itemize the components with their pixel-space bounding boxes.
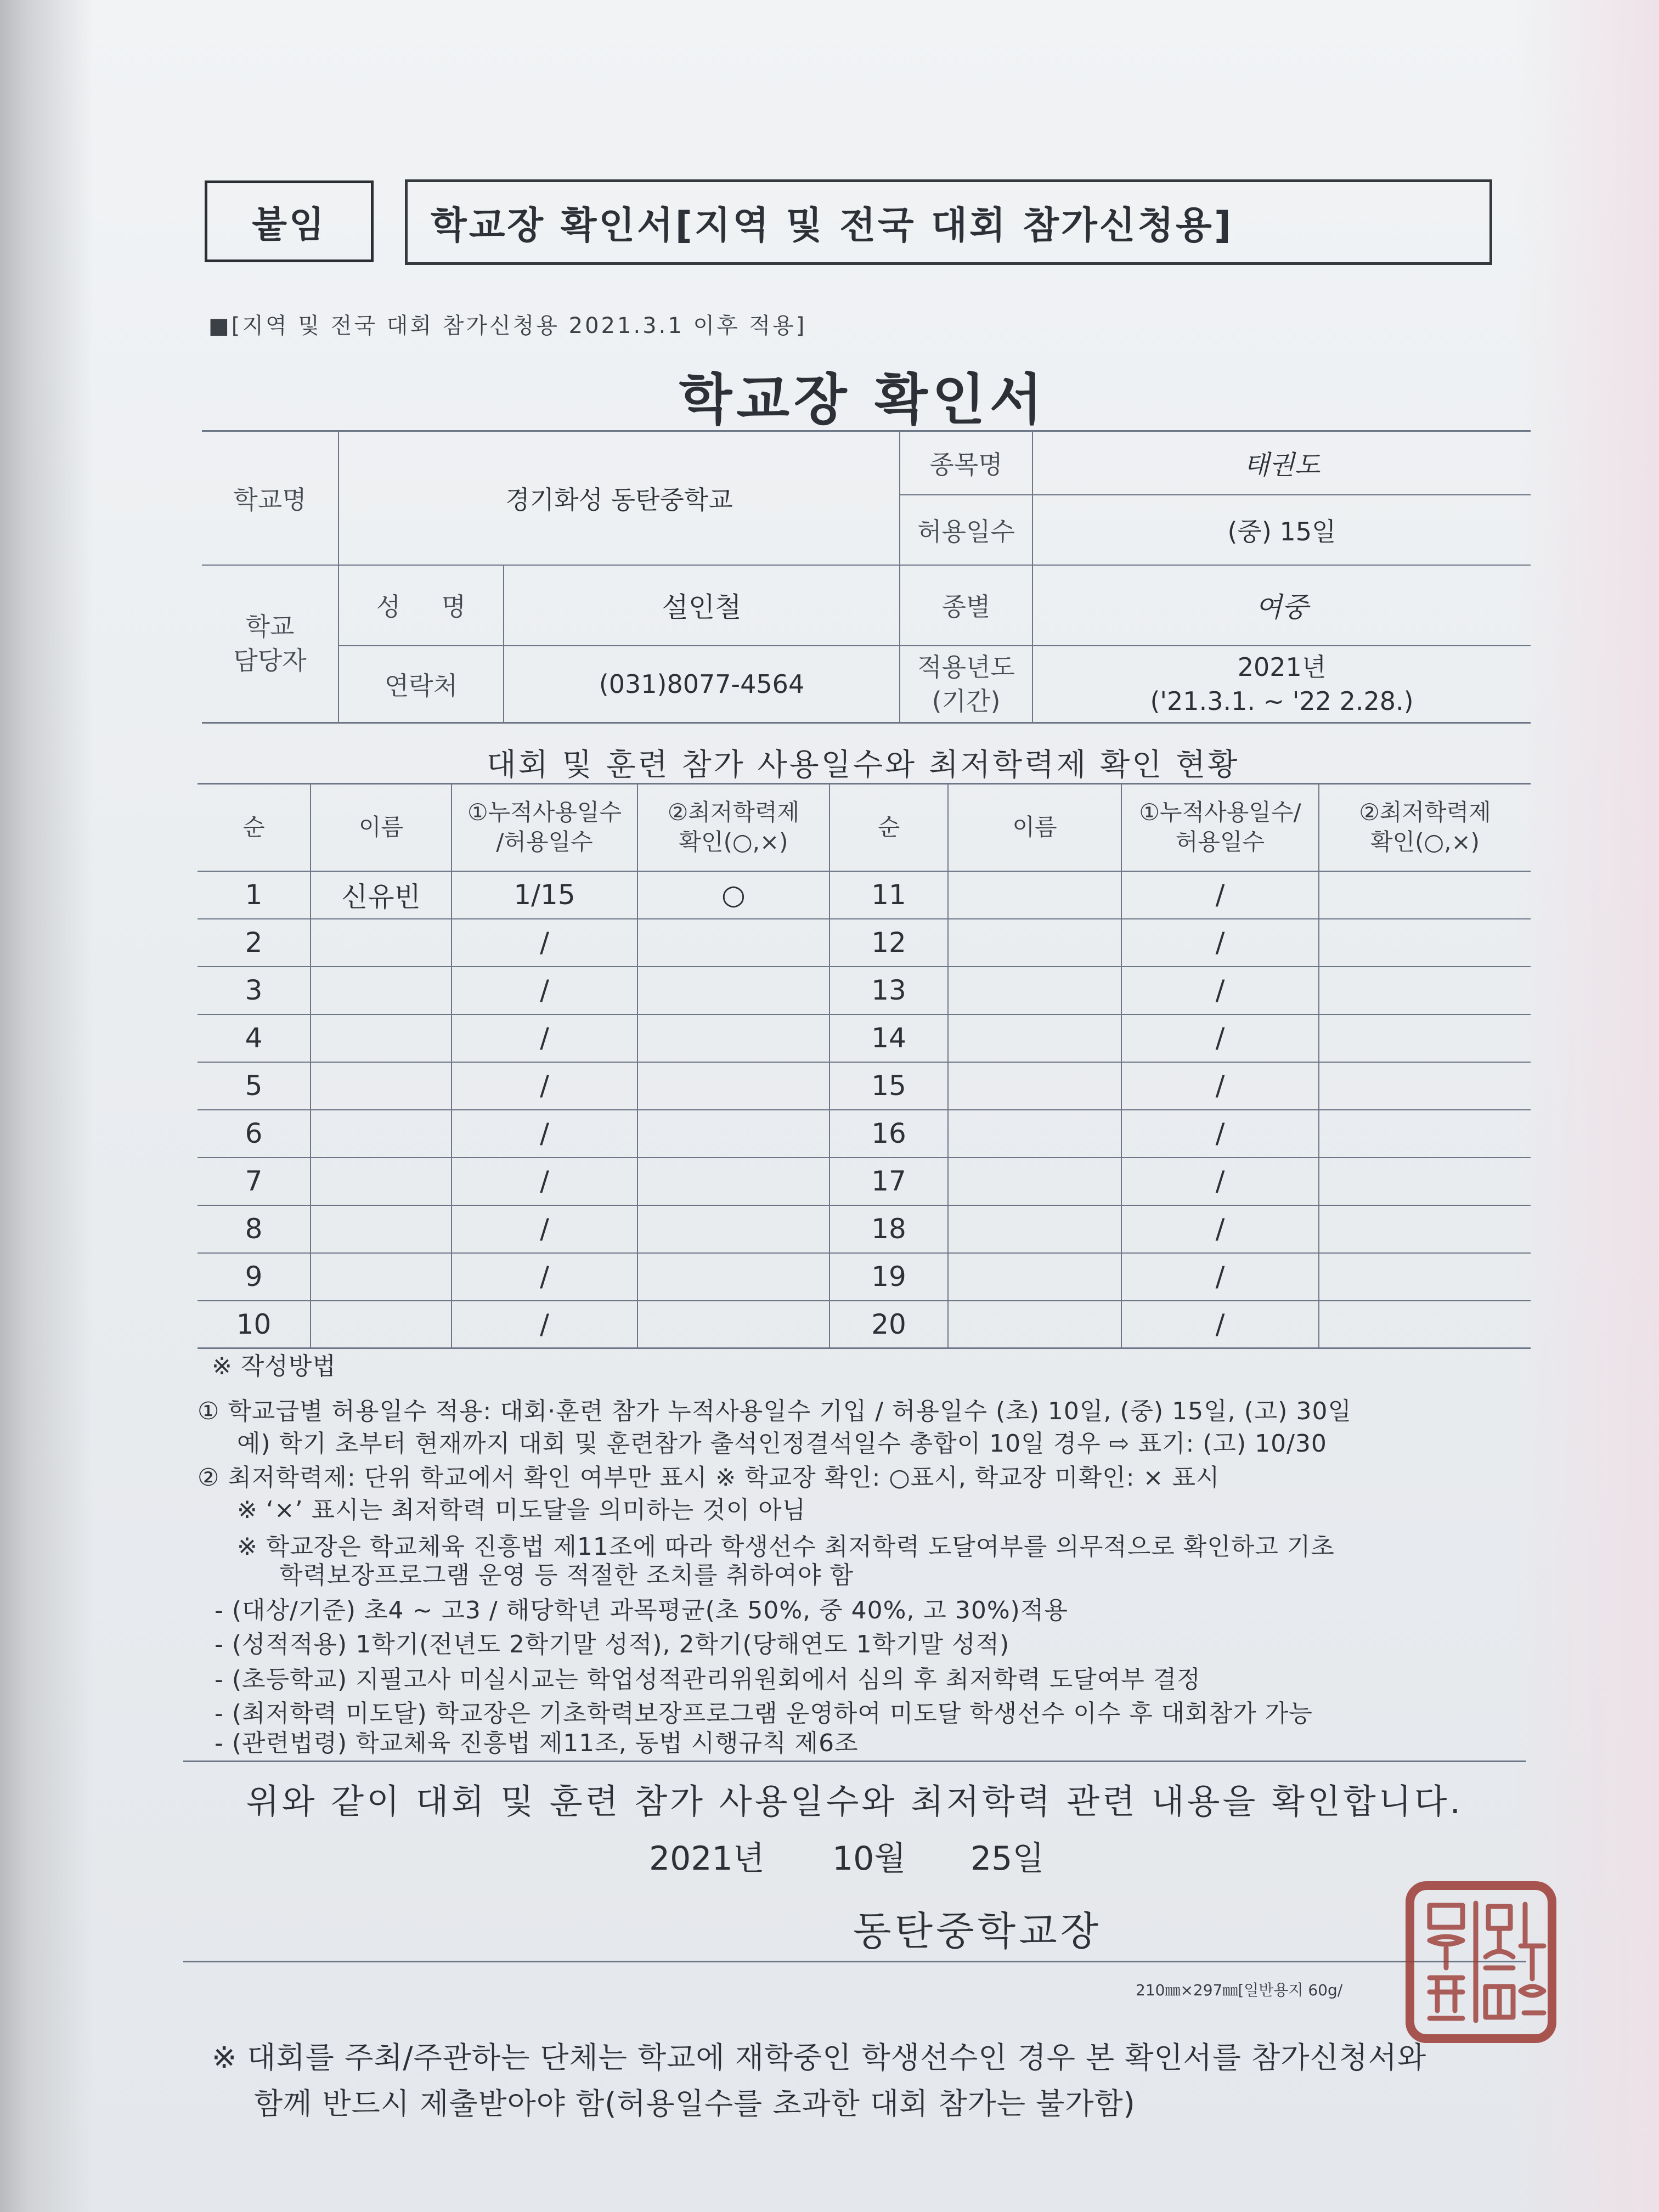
- school-name-value: 경기화성 동탄중학교: [338, 431, 900, 565]
- used-days: /: [452, 1301, 637, 1348]
- notes-line: - (초등학교) 지필고사 미실시교는 학업성적관리위원회에서 심의 후 최저학력 도달여부 결정: [215, 1666, 1201, 1694]
- min-academic-check: [1319, 1301, 1531, 1348]
- divider: [183, 1760, 1526, 1762]
- header-no: 순: [830, 784, 948, 871]
- used-days: /: [1121, 919, 1319, 967]
- row-number: 4: [198, 1014, 311, 1062]
- row-number: 14: [830, 1014, 948, 1062]
- min-academic-check: [1319, 1062, 1531, 1110]
- table-row: [198, 871, 1531, 919]
- row-number: 15: [830, 1062, 948, 1110]
- table-row: [198, 1158, 1531, 1205]
- min-academic-check: ○: [637, 871, 830, 919]
- used-days: /: [1121, 1253, 1319, 1301]
- person-name-value: 설인철: [504, 565, 900, 646]
- student-name: [948, 1158, 1121, 1205]
- divider: [183, 1961, 1526, 1962]
- row-number: 9: [198, 1253, 311, 1301]
- footer-note-line2: 함께 반드시 제출받아야 함(허용일수를 초과한 대회 참가는 불가함): [254, 2086, 1136, 2121]
- used-days: /: [452, 919, 637, 967]
- table-row: [198, 1062, 1531, 1110]
- used-days: /: [452, 967, 637, 1014]
- attachment-label-box: [205, 180, 374, 262]
- attachment-label: 붙임: [252, 204, 326, 246]
- contact-person-label-line1: 학교: [245, 612, 295, 642]
- student-name: [948, 1014, 1121, 1062]
- header-min-academic-line2: 확인(○,×): [1370, 828, 1480, 856]
- min-academic-check: [637, 1158, 830, 1205]
- used-days: /: [1121, 871, 1319, 919]
- official-seal-stamp: [1403, 1879, 1559, 2045]
- notes-line: 학력보장프로그램 운영 등 적절한 조치를 취하여야 함: [279, 1561, 854, 1589]
- form-applicability-note: ■[지역 및 전국 대회 참가신청용 2021.3.1 이후 적용]: [208, 313, 807, 338]
- header-name: 이름: [311, 784, 452, 871]
- student-name: [311, 1158, 452, 1205]
- header-min-academic-line1: ②최저학력제: [667, 798, 800, 826]
- row-number: 17: [830, 1158, 948, 1205]
- student-name: [948, 871, 1121, 919]
- table-row: [198, 1110, 1531, 1158]
- student-name: [948, 1253, 1121, 1301]
- used-days: /: [452, 1014, 637, 1062]
- row-number: 16: [830, 1110, 948, 1158]
- header-name: 이름: [948, 784, 1121, 871]
- row-number: 2: [198, 919, 311, 967]
- used-days: /: [452, 1110, 637, 1158]
- used-days: /: [452, 1062, 637, 1110]
- table-row: [198, 1205, 1531, 1253]
- header-used-days-line2: /허용일수: [496, 828, 593, 856]
- school-name-label: 학교명: [202, 431, 338, 565]
- row-number: 3: [198, 967, 311, 1014]
- header-no: 순: [198, 784, 311, 871]
- contact-person-label-line2: 담당자: [233, 646, 307, 676]
- student-name: [311, 1301, 452, 1348]
- period-year: 2021년: [1237, 652, 1327, 682]
- student-name: [948, 1062, 1121, 1110]
- student-name: [948, 967, 1121, 1014]
- school-info-table: [202, 430, 1531, 724]
- row-number: 18: [830, 1205, 948, 1253]
- min-academic-check: [637, 967, 830, 1014]
- sport-value: 태권도: [1032, 431, 1531, 495]
- student-name: [948, 919, 1121, 967]
- student-name: [311, 967, 452, 1014]
- sport-label: 종목명: [900, 431, 1032, 495]
- min-academic-check: [1319, 967, 1531, 1014]
- used-days: /: [452, 1205, 637, 1253]
- phone-value: (031)8077-4564: [504, 646, 900, 723]
- min-academic-check: [637, 1014, 830, 1062]
- table-header-row: [198, 784, 1531, 871]
- row-number: 6: [198, 1110, 311, 1158]
- category-value: 여중: [1032, 565, 1531, 646]
- header-min-academic-line1: ②최저학력제: [1359, 798, 1491, 826]
- min-academic-check: [637, 1110, 830, 1158]
- used-days: 1/15: [452, 871, 637, 919]
- used-days: /: [1121, 1062, 1319, 1110]
- document-header-title: 학교장 확인서[지역 및 전국 대회 참가신청용]: [431, 204, 1233, 247]
- header-used-days: [452, 784, 637, 871]
- date-month: 10월: [832, 1839, 906, 1878]
- phone-label: 연락처: [338, 646, 504, 723]
- header-used-days-line2: 허용일수: [1175, 828, 1265, 856]
- min-academic-check: [637, 919, 830, 967]
- period-range: ('21.3.1. ~ '22 2.28.): [1150, 686, 1414, 716]
- info-row: [202, 646, 1531, 723]
- header-min-academic: [1319, 784, 1531, 871]
- info-row: [202, 565, 1531, 646]
- header-used-days-line1: ①누적사용일수: [467, 798, 622, 826]
- page-title: 학교장 확인서: [679, 368, 1047, 432]
- row-number: 13: [830, 967, 948, 1014]
- min-academic-check: [1319, 1110, 1531, 1158]
- notes-line: 예) 학기 초부터 현재까지 대회 및 훈련참가 출석인정결석일수 총합이 10일 경우 ⇨ 표기: (고) 10/30: [237, 1430, 1327, 1458]
- table-row: [198, 1253, 1531, 1301]
- used-days: /: [1121, 1301, 1319, 1348]
- row-number: 11: [830, 871, 948, 919]
- notes-line: - (관련법령) 학교체육 진흥법 제11조, 동법 시행규칙 제6조: [215, 1729, 859, 1757]
- category-label: 종별: [900, 565, 1032, 646]
- row-number: 12: [830, 919, 948, 967]
- min-academic-check: [1319, 1253, 1531, 1301]
- header-min-academic-line2: 확인(○,×): [679, 828, 788, 856]
- student-name: [311, 1014, 452, 1062]
- min-academic-check: [637, 1253, 830, 1301]
- min-academic-check: [1319, 1205, 1531, 1253]
- row-number: 19: [830, 1253, 948, 1301]
- table-row: [198, 1014, 1531, 1062]
- min-academic-check: [1319, 919, 1531, 967]
- signer-title: 동탄중학교장: [853, 1908, 1102, 1954]
- table-row: [198, 919, 1531, 967]
- paper-spec: 210㎜×297㎜[일반용지 60g/: [1136, 1981, 1343, 1999]
- period-label-line2: (기간): [932, 686, 1001, 716]
- row-number: 5: [198, 1062, 311, 1110]
- notes-line: ② 최저학력제: 단위 학교에서 확인 여부만 표시 ※ 학교장 확인: ○표시, 학교장 미확인: × 표시: [198, 1464, 1220, 1492]
- student-name: [948, 1110, 1121, 1158]
- student-name: [311, 1205, 452, 1253]
- person-name-label: 성 명: [338, 565, 504, 646]
- header-min-academic: [637, 784, 830, 871]
- used-days: /: [1121, 1110, 1319, 1158]
- row-number: 8: [198, 1205, 311, 1253]
- date-year: 2021년: [649, 1839, 765, 1878]
- student-name: [311, 919, 452, 967]
- used-days: /: [1121, 967, 1319, 1014]
- participation-status-table: [198, 783, 1531, 1349]
- min-academic-check: [1319, 871, 1531, 919]
- min-academic-check: [637, 1301, 830, 1348]
- row-number: 20: [830, 1301, 948, 1348]
- document-header-box: [405, 179, 1492, 265]
- confirmation-statement: 위와 같이 대회 및 훈련 참가 사용일수와 최저학력 관련 내용을 확인합니다.: [246, 1781, 1464, 1821]
- student-name: [948, 1301, 1121, 1348]
- header-used-days: [1121, 784, 1319, 871]
- info-row: [202, 431, 1531, 495]
- allowed-days-value: (중) 15일: [1032, 495, 1531, 565]
- table-row: [198, 967, 1531, 1014]
- row-number: 1: [198, 871, 311, 919]
- used-days: /: [1121, 1158, 1319, 1205]
- min-academic-check: [637, 1205, 830, 1253]
- notes-line: ※ ‘×’ 표시는 최저학력 미도달을 의미하는 것이 아님: [237, 1496, 806, 1524]
- allowed-days-label: 허용일수: [900, 495, 1032, 565]
- period-value: [1032, 646, 1531, 723]
- footer-note-line1: ※ 대회를 주최/주관하는 단체는 학교에 재학중인 학생선수인 경우 본 확인서를 참가신청서와: [212, 2040, 1427, 2075]
- date-day: 25일: [970, 1839, 1045, 1878]
- student-name: [311, 1253, 452, 1301]
- min-academic-check: [1319, 1158, 1531, 1205]
- notes-line: - (성적적용) 1학기(전년도 2학기말 성적), 2학기(당해연도 1학기말 성적): [215, 1630, 1010, 1658]
- min-academic-check: [637, 1062, 830, 1110]
- row-number: 10: [198, 1301, 311, 1348]
- period-label-line1: 적용년도: [917, 652, 1015, 682]
- student-name: [311, 1062, 452, 1110]
- student-name: [311, 1110, 452, 1158]
- student-name: 신유빈: [311, 871, 452, 919]
- used-days: /: [1121, 1205, 1319, 1253]
- notes-line: - (최저학력 미도달) 학교장은 기초학력보장프로그램 운영하여 미도달 학생선수 이수 후 대회참가 가능: [215, 1700, 1313, 1728]
- period-label: [900, 646, 1032, 723]
- used-days: /: [452, 1158, 637, 1205]
- used-days: /: [452, 1253, 637, 1301]
- used-days: /: [1121, 1014, 1319, 1062]
- min-academic-check: [1319, 1014, 1531, 1062]
- row-number: 7: [198, 1158, 311, 1205]
- notes-line: - (대상/기준) 초4 ~ 고3 / 해당학년 과목평균(초 50%, 중 40%, 고 30%)적용: [215, 1596, 1068, 1624]
- seal-icon: [1403, 1879, 1559, 2045]
- notes-line: ① 학교급별 허용일수 적용: 대회·훈련 참가 누적사용일수 기입 / 허용일수 (초) 10일, (중) 15일, (고) 30일: [198, 1397, 1352, 1425]
- notes-line: ※ 학교장은 학교체육 진흥법 제11조에 따라 학생선수 최저학력 도달여부를 의무적으로 확인하고 기초: [237, 1533, 1335, 1561]
- status-section-title: 대회 및 훈련 참가 사용일수와 최저학력제 확인 현황: [486, 747, 1240, 783]
- contact-person-label: [202, 565, 338, 723]
- header-used-days-line1: ①누적사용일수/: [1139, 798, 1301, 826]
- notes-heading: ※ 작성방법: [212, 1352, 336, 1380]
- table-row: [198, 1301, 1531, 1348]
- student-name: [948, 1205, 1121, 1253]
